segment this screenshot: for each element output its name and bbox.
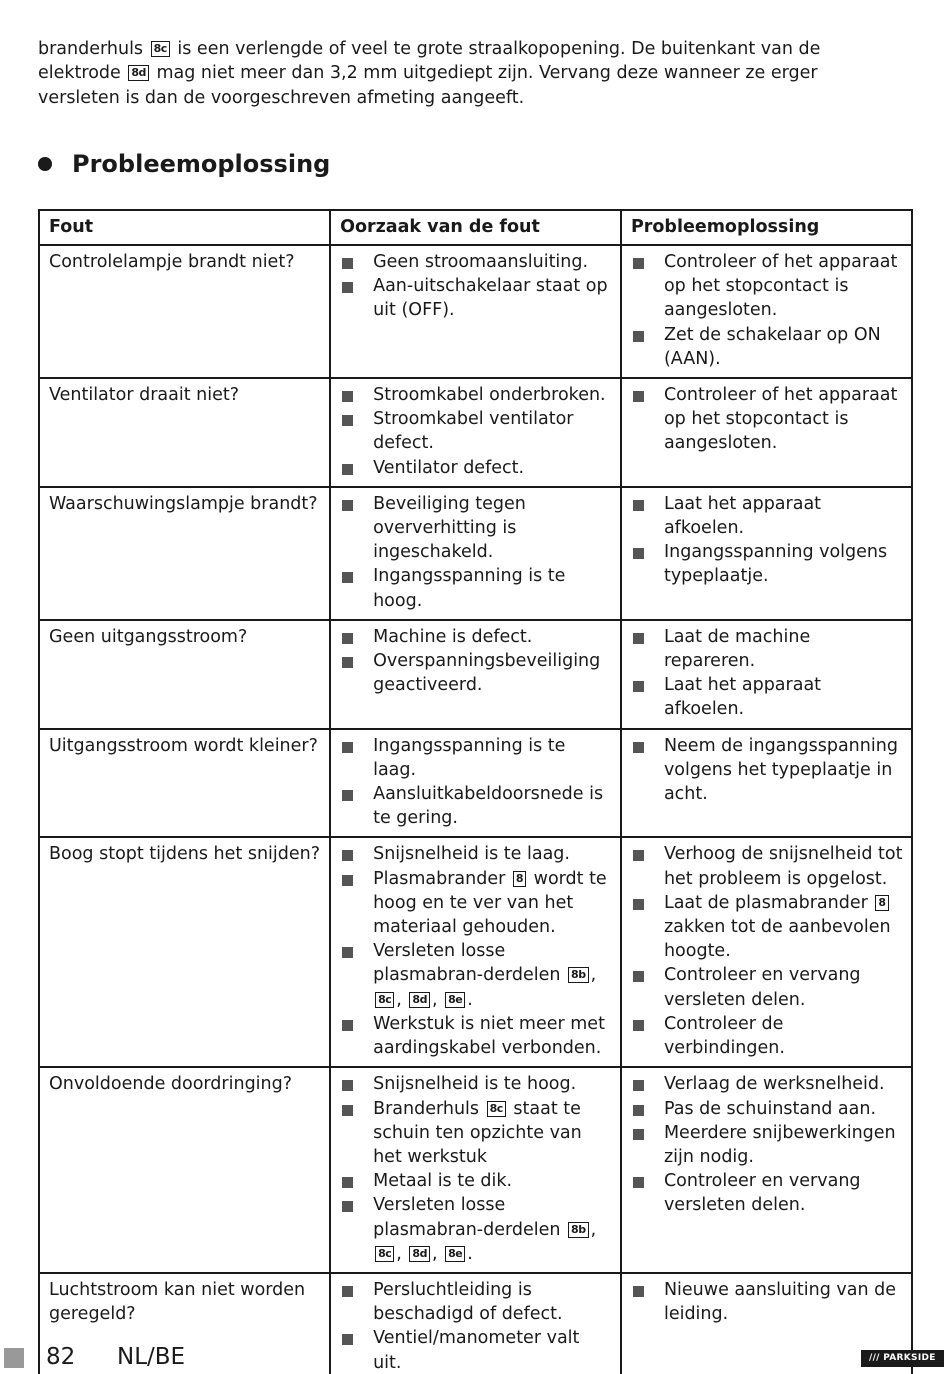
part-reference: 8c bbox=[375, 1246, 394, 1262]
intro-paragraph bbox=[38, 37, 898, 110]
part-reference: 8b bbox=[568, 1222, 589, 1238]
list-item: Werkstuk is niet meer met aardingskabel verbonden. bbox=[340, 1012, 612, 1060]
solution-cell bbox=[621, 245, 912, 378]
list-item: Verlaag de werksnelheid. bbox=[631, 1072, 903, 1096]
bullet-list bbox=[340, 250, 612, 323]
bullet-list bbox=[631, 250, 903, 371]
solution-cell bbox=[621, 378, 912, 487]
item-text: wordt te hoog en te ver van het materiaal gehouden. bbox=[373, 868, 607, 938]
list-item: Ventiel/manometer valt uit. bbox=[340, 1326, 612, 1374]
column-header-cause: Oorzaak van de fout bbox=[330, 210, 621, 245]
cause-cell bbox=[330, 837, 621, 1067]
table-row bbox=[39, 245, 912, 378]
list-item: Controleer en vervang versleten delen. bbox=[631, 963, 903, 1011]
cause-cell bbox=[330, 1067, 621, 1273]
fault-cell: Luchtstroom kan niet worden geregeld? bbox=[39, 1273, 330, 1374]
list-item bbox=[631, 891, 903, 964]
part-reference: 8 bbox=[513, 871, 526, 887]
item-text: Branderhuls bbox=[373, 1098, 480, 1119]
cause-cell bbox=[330, 245, 621, 378]
brand-logo: /// PARKSIDE bbox=[861, 1350, 944, 1367]
part-reference: 8b bbox=[568, 967, 589, 983]
item-text: staat te schuin ten opzichte van het werkstuk bbox=[373, 1098, 582, 1167]
list-item: Pas de schuinstand aan. bbox=[631, 1097, 903, 1121]
part-reference: 8c bbox=[151, 41, 170, 57]
item-text: . bbox=[467, 989, 473, 1010]
solution-cell bbox=[621, 729, 912, 838]
list-item: Controleer of het apparaat op het stopcontact is aangesloten. bbox=[631, 383, 903, 456]
list-item: Laat het apparaat afkoelen. bbox=[631, 673, 903, 721]
list-item: Nieuwe aansluiting van de leiding. bbox=[631, 1278, 903, 1326]
intro-text: is een verlengde of veel te grote straalkopopening. De buitenkant van de elektrode bbox=[38, 39, 821, 84]
page-number: 82 bbox=[46, 1344, 76, 1370]
item-text: Versleten losse plasmabran-derdelen bbox=[373, 941, 561, 986]
list-item: Geen stroomaansluiting. bbox=[340, 250, 612, 274]
bullet-list bbox=[340, 1072, 612, 1266]
part-reference: 8 bbox=[875, 895, 888, 911]
troubleshooting-table bbox=[38, 209, 913, 1374]
table-header-row bbox=[39, 210, 912, 245]
list-item: Snijsnelheid is te hoog. bbox=[340, 1072, 612, 1096]
fault-cell: Onvoldoende doordringing? bbox=[39, 1067, 330, 1273]
fault-cell: Uitgangsstroom wordt kleiner? bbox=[39, 729, 330, 838]
section-heading bbox=[38, 150, 330, 178]
cause-cell bbox=[330, 729, 621, 838]
language-code: NL/BE bbox=[117, 1344, 186, 1370]
bullet-list bbox=[631, 383, 903, 456]
table-row bbox=[39, 729, 912, 838]
table-body bbox=[39, 245, 912, 1374]
bullet-list bbox=[340, 842, 612, 1060]
fault-cell: Boog stopt tijdens het snijden? bbox=[39, 837, 330, 1067]
column-header-solution: Probleemoplossing bbox=[621, 210, 912, 245]
part-reference: 8d bbox=[409, 1246, 430, 1262]
list-item: Controleer of het apparaat op het stopcontact is aangesloten. bbox=[631, 250, 903, 323]
bullet-list bbox=[340, 734, 612, 831]
item-text: zakken tot de aanbevolen hoogte. bbox=[663, 917, 891, 962]
item-text: . bbox=[467, 1243, 473, 1264]
list-item: Neem de ingangsspanning volgens het typeplaatje in acht. bbox=[631, 734, 903, 807]
bullet-list bbox=[631, 492, 903, 589]
list-item: Aan-uitschakelaar staat op uit (OFF). bbox=[340, 274, 612, 322]
fault-cell: Geen uitgangsstroom? bbox=[39, 620, 330, 729]
list-item: Ingangsspanning is te laag. bbox=[340, 734, 612, 782]
list-item: Versleten losse plasmabran-derdelen 8b , 8c , 8d , 8e . bbox=[340, 939, 612, 1012]
table-row bbox=[39, 487, 912, 620]
table-row bbox=[39, 1067, 912, 1273]
list-item: Beveiliging tegen oververhitting is ingeschakeld. bbox=[340, 492, 612, 565]
table-row bbox=[39, 837, 912, 1067]
item-text: Plasmabrander bbox=[373, 868, 506, 889]
bullet-list bbox=[340, 383, 612, 480]
item-text: Laat de plasmabrander bbox=[663, 892, 868, 913]
item-text: Versleten losse plasmabran-derdelen bbox=[373, 1195, 561, 1240]
list-item: Stroomkabel ventilator defect. bbox=[340, 407, 612, 455]
solution-cell bbox=[621, 837, 912, 1067]
list-item: Ingangsspanning volgens typeplaatje. bbox=[631, 540, 903, 588]
bullet-list bbox=[340, 492, 612, 613]
intro-text: mag niet meer dan 3,2 mm uitgediept zijn. Vervang deze wanneer ze erger versleten is dan de voorgeschreven afmeting aangeeft. bbox=[38, 63, 818, 108]
part-reference: 8d bbox=[409, 992, 430, 1008]
footer-marker bbox=[4, 1348, 24, 1368]
part-reference: 8e bbox=[445, 992, 465, 1008]
bullet-list bbox=[631, 734, 903, 807]
cause-cell bbox=[330, 620, 621, 729]
list-item: Persluchtleiding is beschadigd of defect. bbox=[340, 1278, 612, 1326]
page-footer bbox=[0, 1344, 950, 1374]
intro-text: branderhuls bbox=[38, 39, 144, 59]
table-row bbox=[39, 378, 912, 487]
fault-cell: Controlelampje brandt niet? bbox=[39, 245, 330, 378]
list-item: Meerdere snijbewerkingen zijn nodig. bbox=[631, 1121, 903, 1169]
list-item: Laat het apparaat afkoelen. bbox=[631, 492, 903, 540]
list-item bbox=[340, 1097, 612, 1170]
list-item: Snijsnelheid is te laag. bbox=[340, 842, 612, 866]
part-reference: 8e bbox=[445, 1246, 465, 1262]
list-item: Ventilator defect. bbox=[340, 456, 612, 480]
list-item: Verhoog de snijsnelheid tot het probleem is opgelost. bbox=[631, 842, 903, 890]
list-item: Zet de schakelaar op ON (AAN). bbox=[631, 323, 903, 371]
list-item bbox=[340, 867, 612, 940]
solution-cell bbox=[621, 1067, 912, 1273]
bullet-list bbox=[631, 1278, 903, 1326]
bullet-list bbox=[340, 625, 612, 698]
table-row bbox=[39, 620, 912, 729]
part-reference: 8d bbox=[128, 65, 149, 81]
fault-cell: Ventilator draait niet? bbox=[39, 378, 330, 487]
list-item: Stroomkabel onderbroken. bbox=[340, 383, 612, 407]
column-header-fault: Fout bbox=[39, 210, 330, 245]
cause-cell bbox=[330, 378, 621, 487]
list-item: Aansluitkabeldoorsnede is te gering. bbox=[340, 782, 612, 830]
bullet-list bbox=[631, 842, 903, 1060]
fault-cell: Waarschuwingslampje brandt? bbox=[39, 487, 330, 620]
part-reference: 8c bbox=[487, 1101, 506, 1117]
list-item: Overspanningsbeveiliging geactiveerd. bbox=[340, 649, 612, 697]
list-item: Laat de machine repareren. bbox=[631, 625, 903, 673]
bullet-list bbox=[631, 625, 903, 722]
section-title: Probleemoplossing bbox=[72, 150, 331, 178]
list-item: Metaal is te dik. bbox=[340, 1169, 612, 1193]
list-item: Controleer en vervang versleten delen. bbox=[631, 1169, 903, 1217]
cause-cell bbox=[330, 487, 621, 620]
bullet-list bbox=[631, 1072, 903, 1217]
list-item: Versleten losse plasmabran-derdelen 8b , 8c , 8d , 8e . bbox=[340, 1193, 612, 1266]
list-item: Controleer de verbindingen. bbox=[631, 1012, 903, 1060]
solution-cell bbox=[621, 487, 912, 620]
list-item: Ingangsspanning is te hoog. bbox=[340, 564, 612, 612]
part-reference: 8c bbox=[375, 992, 394, 1008]
list-item: Machine is defect. bbox=[340, 625, 612, 649]
bullet-icon bbox=[38, 157, 52, 171]
solution-cell bbox=[621, 620, 912, 729]
